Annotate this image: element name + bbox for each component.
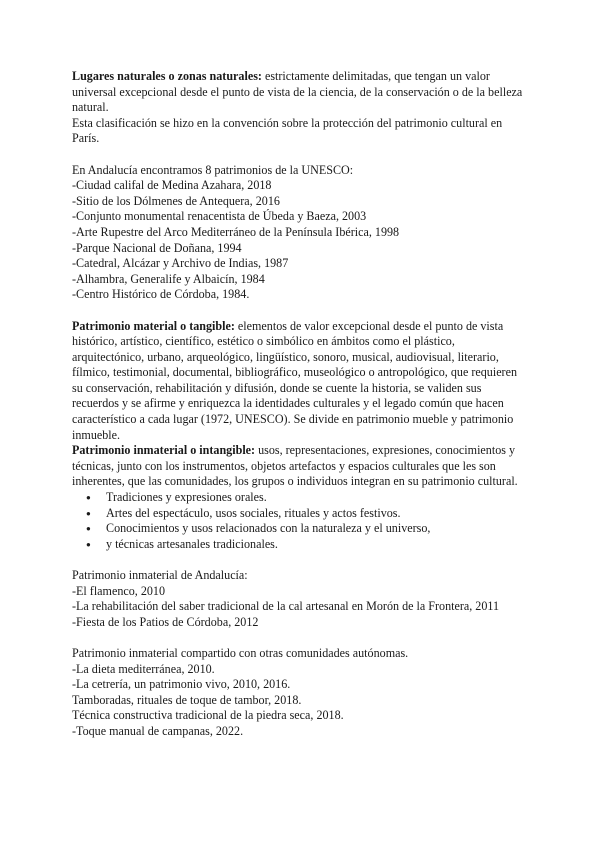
andalucia-unesco-list [72, 163, 532, 303]
text-line: Esta clasificación se hizo en la convención sobre la protección del patrimonio cultural en [72, 115, 503, 130]
spacer [72, 552, 532, 568]
shared-intangible-list [72, 646, 532, 740]
bullet-item: ● Tradiciones y expresiones orales. [72, 490, 532, 506]
list-item: -Centro Histórico de Córdoba, 1984. [72, 287, 250, 302]
natural-sites-first-line [72, 69, 532, 85]
list-item: -El flamenco, 2010 [72, 583, 166, 598]
document-page [72, 69, 532, 740]
list-item: -La dieta mediterránea, 2010. [72, 661, 215, 676]
andalucia-intangible-intro: Patrimonio inmaterial de Andalucía: [72, 568, 248, 582]
list-item: Tamboradas, rituales de toque de tambor, 2018. [72, 692, 302, 707]
spacer [72, 630, 532, 646]
text-line: inherentes, que las comunidades, los grupos o individuos integran en su patrimonio cultural. [72, 474, 518, 489]
text-line: París. [72, 131, 100, 146]
text-line: técnicas, junto con los instrumentos, objetos artefactos y espacios culturales que les son [72, 458, 496, 473]
intangible-heritage-text: usos, representaciones, expresiones, conocimientos y [255, 443, 516, 458]
bullet-item: ● Artes del espectáculo, usos sociales, rituales y actos festivos. [72, 506, 532, 522]
intangible-heritage-heading: Patrimonio inmaterial o intangible: [72, 443, 256, 458]
text-line: universal excepcional desde el punto de vista de la ciencia, de la conservación o de la belleza [72, 84, 523, 99]
text-line: característico a cada lugar (1972, UNESCO). Se divide en patrimonio mueble y patrimonio [72, 412, 514, 427]
spacer [72, 147, 532, 163]
material-heritage-first-line [72, 319, 532, 335]
list-item: -Sitio de los Dólmenes de Antequera, 2016 [72, 193, 280, 208]
bullet-item: ● y técnicas artesanales tradicionales. [72, 537, 532, 553]
andalucia-unesco-intro: En Andalucía encontramos 8 patrimonios de la UNESCO: [72, 162, 354, 177]
material-heritage-heading: Patrimonio material o tangible: [72, 318, 235, 333]
text-line: recuerdos y se afirme y enriquezca la identidades culturales y el legado común que hacen [72, 396, 504, 411]
text-line: inmueble. [72, 427, 121, 442]
intangible-heritage-paragraph [72, 443, 532, 552]
intangible-heritage-bullets [72, 490, 532, 552]
shared-intangible-intro: Patrimonio inmaterial compartido con otras comunidades autónomas. [72, 645, 409, 660]
list-item: -La cetrería, un patrimonio vivo, 2010, 2016. [72, 677, 291, 692]
list-item: -Fiesta de los Patios de Córdoba, 2012 [72, 614, 259, 629]
intangible-heritage-first-line [72, 443, 532, 459]
list-item: -Alhambra, Generalife y Albaicín, 1984 [72, 271, 265, 286]
bullet-item: ● Conocimientos y usos relacionados con la naturaleza y el universo, [72, 521, 532, 537]
text-line: su conservación, rehabilitación y difusión, donde se cuente la historia, se validen sus [72, 380, 482, 395]
text-line: arquitectónico, urbano, arqueológico, lingüístico, sonoro, musical, audiovisual, literario, [72, 349, 499, 364]
text-line: histórico, artístico, científico, estético o simbólico en ámbitos como el plástico, [72, 334, 455, 349]
list-item: -Conjunto monumental renacentista de Úbeda y Baeza, 2003 [72, 209, 367, 224]
natural-sites-heading: Lugares naturales o zonas naturales: [72, 69, 262, 83]
material-heritage-paragraph [72, 319, 532, 444]
natural-sites-paragraph [72, 69, 532, 147]
material-heritage-text: elementos de valor excepcional desde el punto de vista [234, 318, 504, 333]
andalucia-intangible-list [72, 568, 532, 630]
list-item: Técnica constructiva tradicional de la piedra seca, 2018. [72, 708, 344, 723]
text-line: natural. [72, 100, 109, 115]
list-item: -Arte Rupestre del Arco Mediterráneo de la Península Ibérica, 1998 [72, 224, 400, 239]
list-item: -Catedral, Alcázar y Archivo de Indias, 1987 [72, 256, 289, 271]
list-item: -Parque Nacional de Doñana, 1994 [72, 240, 242, 255]
list-item: -Toque manual de campanas, 2022. [72, 723, 244, 738]
spacer [72, 303, 532, 319]
text-line: fílmico, testimonial, documental, bibliográfico, museológico o antropológico, que requieren [72, 365, 518, 380]
list-item: -La rehabilitación del saber tradicional de la cal artesanal en Morón de la Frontera, 2011 [72, 599, 500, 614]
natural-sites-text: estrictamente delimitadas, que tengan un valor [261, 69, 490, 83]
list-item: -Ciudad califal de Medina Azahara, 2018 [72, 178, 272, 193]
